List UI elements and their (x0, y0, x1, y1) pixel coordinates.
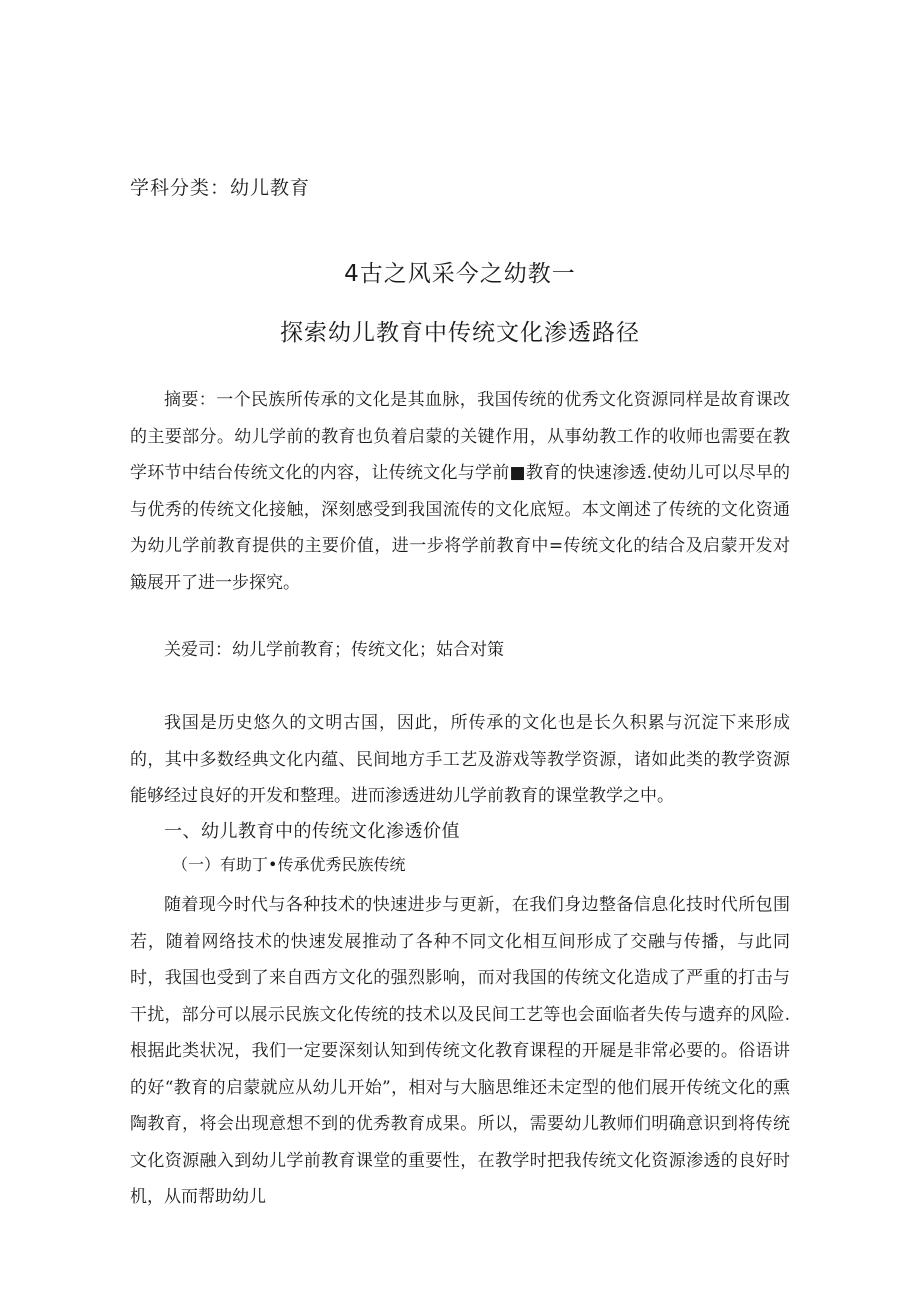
keywords-line: 关爱司：幼儿学前教育；传统文化；姑合对策 (164, 640, 504, 660)
section-heading: 一、幼儿教育中的传统文化渗透价值 (164, 821, 460, 842)
intro-paragraph: 我国是历史悠久的文明古国，因此，所传承的文化也是长久积累与沉淀下来形成的，其中多数经典文化内蕴、民间地方手工艺及游戏等教学资源，诸如此类的教学资源能够经过良好的开发和整理。进而渗透进幼儿学前教育的课堂教学之中。 (130, 713, 790, 806)
title-line-1: 4古之风采今之幼教一 (344, 261, 576, 287)
subsection-heading: （一）有助丁•传承优秀民族传统 (172, 855, 406, 874)
subject-classification: 学科分类：幼儿教育 (130, 177, 311, 199)
abstract-paragraph: 摘要：一个民族所传承的文化是其血脉，我国传统的优秀文化资源同样是故育课改的主要部分。幼儿学前的教育也负着启蒙的关键作用，从事幼教工作的收师也需要在教学环节中结台传统文化的内容，让传统文化与学前■教育的快速渗透.使幼儿可以尽早的与优秀的传统文化接触，深刻感受到我国流传的文化底短。本文阐述了传统的文化资通为幼儿学前教育提供的主要价值，进一步将学前教育中=传统文化的结合及启蒙开发对簸展开了进一步探究。 (130, 390, 790, 593)
body-paragraph: 随着现今时代与各种技术的快速进步与更新，在我们身边整备信息化技时代所包围若，随着网络技术的快速发展推动了各种不同文化相互间形成了交融与传播，与此同时，我国也受到了来自西方文化的强烈影响，而对我国的传统文化造成了严重的打击与干扰，部分可以展示民族文化传统的技术以及民间工艺等也会面临者失传与遗弃的风险.根据此类状况，我们一定要深刻认知到传统文化教育课程的开屣是非常必要的。俗语讲的好“教育的启蒙就应从幼儿开始”，相对与大脑思维还未定型的他们展开传统文化的熏陶教育，将会出现意想不到的优秀教育成果。所以，需要幼儿教师们明确意识到将传统文化资源融入到幼儿学前教育课堂的重要性，在教学时把我传统文化资源渗透的良好时机，从而帮助幼儿 (130, 895, 790, 1207)
title-line-2: 探索幼儿教育中传统文化渗透路径 (280, 320, 640, 346)
